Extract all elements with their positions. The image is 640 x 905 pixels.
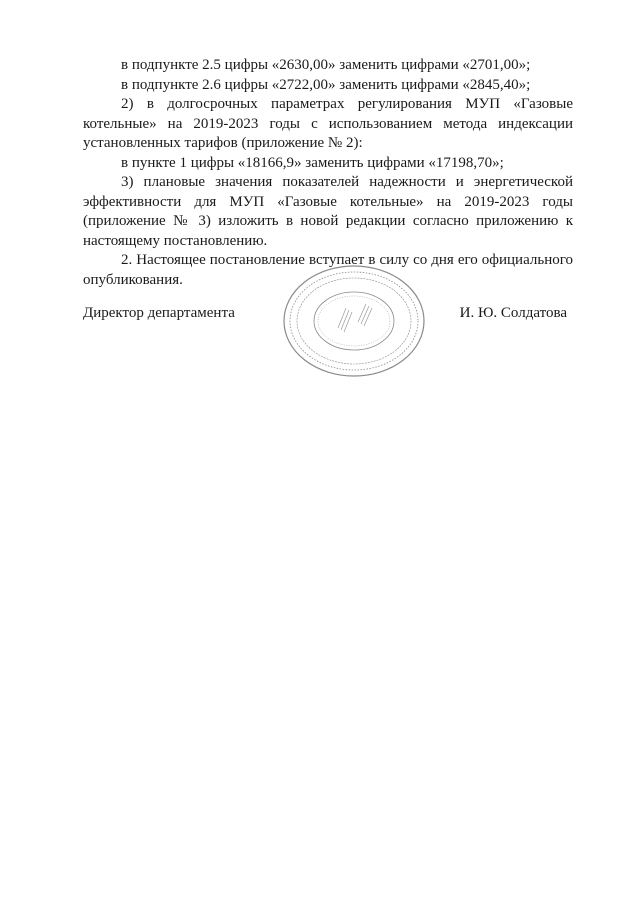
- paragraph-point-1: в пункте 1 цифры «18166,9» заменить цифрами «17198,70»;: [121, 154, 504, 171]
- signature-name: И. Ю. Солдатова: [459, 305, 567, 321]
- paragraph-planned-values: 3) плановые значения показателей надежности и энергетической эффективности для МУП «Газовые котельные» на 2019-2023 годы (приложение № 3) изложить в новой редакции согласно приложению к настоящему постановлению.: [83, 174, 573, 249]
- paragraph-effective-date: 2. Настоящее постановление вступает в силу со дня его официального опубликования.: [83, 252, 573, 288]
- paragraph-subpoint-2-5: в подпункте 2.5 цифры «2630,00» заменить цифрами «2701,00»;: [121, 57, 531, 73]
- paragraph-long-term-parameters: 2) в долгосрочных параметрах регулирования МУП «Газовые котельные» на 2019-2023 годы с использованием метода индексации установленных тарифов (приложение № 2):: [83, 96, 573, 151]
- official-seal-stamp: [280, 262, 428, 380]
- document-body: [83, 56, 573, 290]
- signature-title: Директор департамента: [83, 305, 235, 321]
- paragraph-subpoint-2-6: в подпункте 2.6 цифры «2722,00» заменить цифрами «2845,40»;: [121, 76, 531, 93]
